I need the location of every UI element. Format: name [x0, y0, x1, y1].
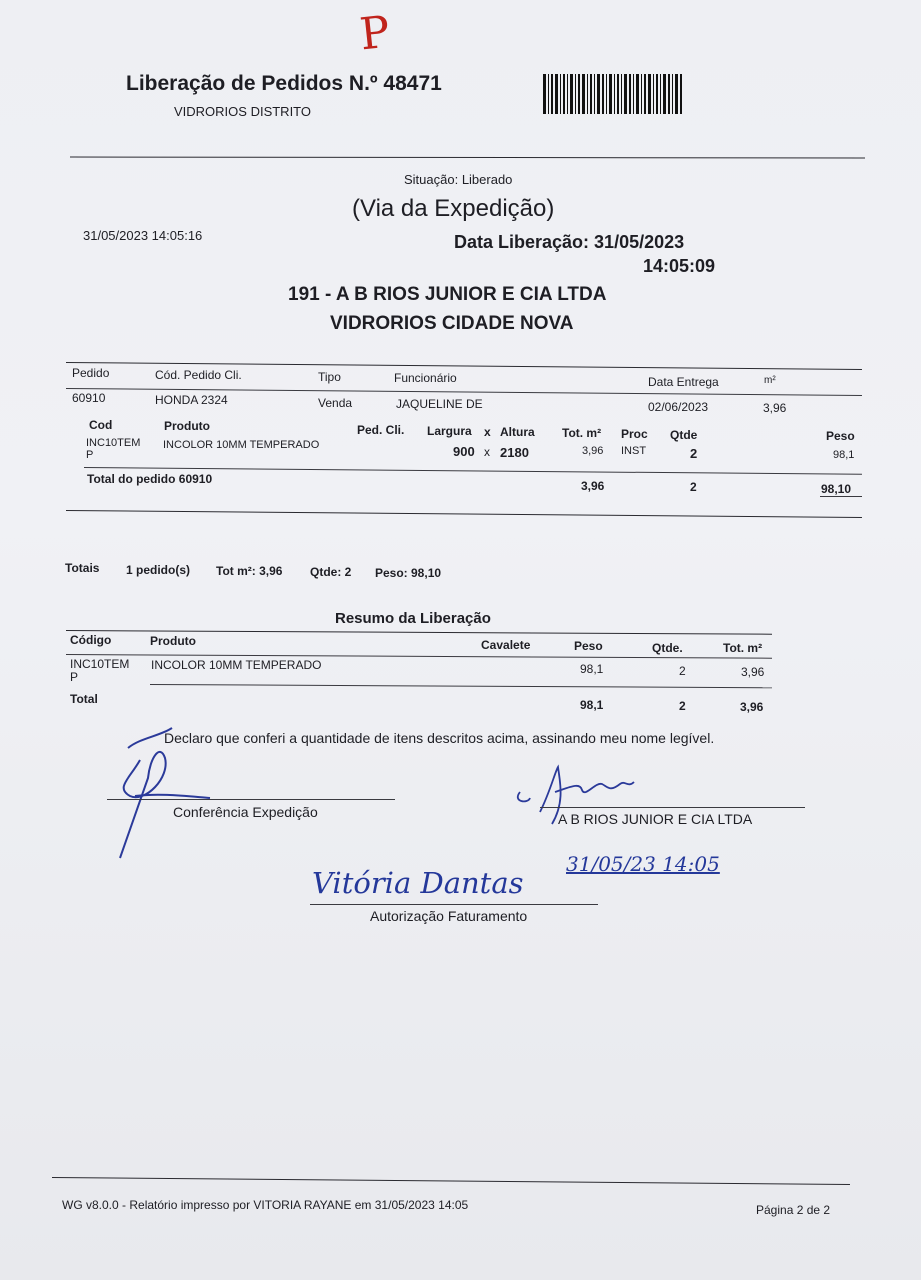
col-item-altura: Altura — [500, 425, 535, 439]
release-date: Data Liberação: 31/05/2023 — [454, 232, 685, 252]
copy-label: (Via da Expedição) — [352, 195, 555, 222]
order-funcionario: JAQUELINE DE — [396, 397, 483, 411]
header-divider — [70, 157, 865, 159]
item-cod-line2: P — [86, 449, 94, 461]
col-m2: m² — [764, 375, 776, 386]
col-item-largura: Largura — [427, 424, 472, 438]
signature-conferencia — [100, 718, 220, 863]
client-signature-label: A B RIOS JUNIOR E CIA LTDA — [558, 811, 753, 827]
order-m2: 3,96 — [763, 401, 787, 415]
summary-col-codigo: Código — [70, 633, 112, 647]
col-item-ped-cli: Ped. Cli. — [357, 423, 405, 437]
totals-pedidos: 1 pedido(s) — [126, 563, 191, 577]
item-produto: INCOLOR 10MM TEMPERADO — [163, 439, 320, 451]
col-entrega: Data Entrega — [648, 375, 719, 389]
summary-total-peso: 98,1 — [580, 698, 604, 712]
summary-row-cod-line2: P — [70, 670, 79, 684]
summary-col-qtde: Qtde. — [652, 641, 683, 655]
order-bottom-border — [66, 510, 862, 518]
col-tipo: Tipo — [318, 370, 341, 384]
order-total-underline — [820, 496, 862, 497]
summary-row-peso: 98,1 — [580, 662, 604, 676]
col-cod-cli: Cód. Pedido Cli. — [155, 368, 242, 382]
client-store: VIDRORIOS CIDADE NOVA — [330, 313, 574, 334]
col-item-proc: Proc — [621, 427, 648, 441]
declaration-text: Declaro que conferi a quantidade de itens descritos acima, assinando meu nome legível. — [164, 730, 715, 746]
autorizacao-line — [310, 904, 598, 905]
summary-row-cod-line1: INC10TEM — [70, 657, 130, 671]
barcode — [543, 74, 685, 114]
release-time: 14:05:09 — [643, 256, 716, 276]
autorizacao-label: Autorização Faturamento — [370, 908, 528, 924]
col-funcionario: Funcionário — [394, 371, 457, 385]
footer-report: WG v8.0.0 - Relatório impresso por VITORIA RAYANE em 31/05/2023 14:05 — [62, 1198, 469, 1212]
company-name: VIDRORIOS DISTRITO — [174, 104, 311, 119]
summary-col-peso: Peso — [574, 639, 603, 653]
col-item-qtde: Qtde — [670, 428, 698, 442]
summary-total-qtde: 2 — [679, 699, 686, 713]
footer-divider — [52, 1177, 850, 1185]
client-signature-line — [540, 807, 805, 808]
handwritten-name: Vitória Dantas — [312, 866, 524, 900]
col-item-produto: Produto — [164, 419, 210, 433]
summary-title: Resumo da Liberação — [335, 610, 491, 627]
item-largura: 900 — [453, 444, 475, 459]
document-title: Liberação de Pedidos N.º 48471 — [126, 72, 442, 95]
handwritten-mark: P — [357, 6, 393, 61]
totals-qtde: Qtde: 2 — [310, 565, 352, 579]
summary-row-border — [150, 684, 772, 688]
summary-col-cavalete: Cavalete — [481, 638, 531, 652]
summary-col-produto: Produto — [150, 634, 196, 648]
col-item-peso: Peso — [826, 429, 855, 443]
order-entrega: 02/06/2023 — [648, 400, 709, 414]
item-peso: 98,1 — [833, 449, 855, 461]
col-item-cod: Cod — [89, 418, 113, 432]
order-total-m2: 3,96 — [581, 479, 605, 493]
summary-row-produto: INCOLOR 10MM TEMPERADO — [151, 658, 322, 672]
order-cod-cli: HONDA 2324 — [155, 393, 228, 407]
summary-total-tot-m2: 3,96 — [740, 700, 764, 714]
item-qtde: 2 — [690, 446, 698, 461]
item-proc: INST — [621, 445, 647, 457]
client-name: 191 - A B RIOS JUNIOR E CIA LTDA — [288, 284, 607, 305]
printed-timestamp: 31/05/2023 14:05:16 — [83, 228, 203, 243]
order-total-peso: 98,10 — [821, 482, 852, 496]
item-x: x — [484, 445, 490, 459]
item-altura: 2180 — [500, 445, 529, 460]
status-label: Situação: Liberado — [404, 172, 513, 187]
item-tot-m2: 3,96 — [582, 445, 604, 457]
conferencia-label: Conferência Expedição — [173, 804, 318, 820]
totals-peso: Peso: 98,10 — [375, 566, 442, 580]
handwritten-date: 31/05/23 14:05 — [566, 852, 720, 876]
totals-m2: Tot m²: 3,96 — [216, 564, 283, 578]
order-total-qtde: 2 — [690, 480, 697, 494]
summary-row-tot-m2: 3,96 — [741, 665, 765, 679]
order-pedido: 60910 — [72, 391, 106, 405]
totals-label: Totais — [65, 561, 100, 575]
col-item-x: x — [484, 425, 491, 439]
footer-page: Página 2 de 2 — [756, 1203, 831, 1217]
col-pedido: Pedido — [72, 366, 110, 380]
summary-total-label: Total — [70, 692, 98, 706]
summary-col-tot-m2: Tot. m² — [723, 641, 763, 655]
item-cod-line1: INC10TEM — [86, 437, 141, 449]
summary-row-qtde: 2 — [679, 664, 686, 678]
conferencia-line — [107, 799, 395, 800]
order-tipo: Venda — [318, 396, 353, 410]
order-total-label: Total do pedido 60910 — [87, 472, 213, 486]
col-item-tot-m2: Tot. m² — [562, 426, 602, 440]
